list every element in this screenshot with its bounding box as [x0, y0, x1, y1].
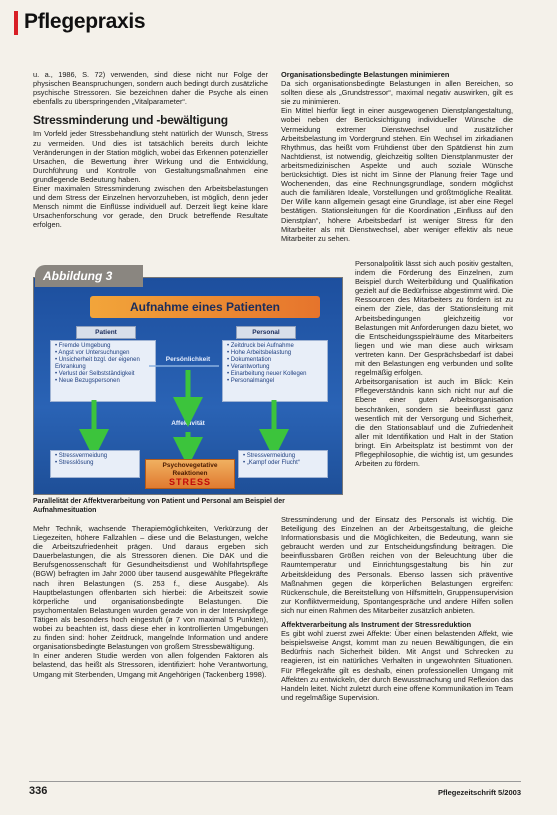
patient-outcome-box: • Stressvermeidung • Stresslösung: [50, 450, 140, 478]
right-column-bottom: [281, 515, 513, 702]
affektivitaet-label: Affektivität: [171, 420, 205, 427]
paragraph: Ein Mittel hierfür liegt in einer ausgewogenen Dienstplangestaltung, wobei neben der Berücksichtigung individueller Wünsche die Vermeidung extremer Dienstwechsel und zusätzlicher Arbeitsbelastung im Vordergrund stehen. Ein Wechsel im zirkadianen Rhythmus, das heißt vom Frühdienst über den Spätdienst hin zum Nachtdienst, ist notwendig, gleichzeitig sollten Dienstplanmuster der arbeitsmedizinischen Aspekte und auch soziale Wünsche berücksichtigt. Dies ist nicht im Sinne der Planung freier Tage und Wochenenden, das eine Rechnungsgrundlage, sondern möglichst auch die familiären Ideale, Vorstellungen und größtmögliche Realität. Der Wille kann allgemein gesagt eine Grundlage, ist aber eine Regel bestätigen. Stationsleitungen für die Koordination „Einfluss auf den Dienstplan“, höhere Arbeitsbedarf ist weniger Stress für den Mitarbeiter als mit Dienstwechsel, aber weniger effektiv als neue Mitarbeiter zu sehen.: [281, 106, 513, 243]
paragraph: Arbeitsorganisation ist auch im Blick: Kein Pflegeverständnis kann sich nicht nur auf die Ebene einer guten Arbeitsorganisation beschränken, sondern sie beeinflusst ganz wesentlich mit der Versorgung und Sicherheit, die den Stationsablauf und die Zufriedenheit aller mit Identifikation und Halt in der Station bringt. Ein Arbeitsplatz ist bestimmt von der Pflegephilosophie, die wichtig ist, um gesundes Arbeiten zu fördern.: [355, 377, 513, 469]
stress-box: [145, 459, 235, 489]
personal-head: Personal: [236, 326, 296, 339]
persoenlichkeit-label: Persönlichkeit: [165, 356, 211, 363]
stress-word: STRESS: [168, 477, 211, 487]
figure-caption: Parallelität der Affektverarbeitung von Patient und Personal am Beispiel der Aufnahmesituation: [33, 498, 285, 514]
paragraph: Einer maximalen Stressminderung zwischen den Arbeitsbelastungen und dem Stress der Einzelnen hervorzuheben, ist möglich, denn jeder Mensch nimmt die Einflüsse individuell auf. Derzeit liegt keine klare Ursachenforschung vor gerade, den Druck betreffende Resultate erfolgen.: [33, 184, 268, 230]
figure-label: Abbildung 3: [35, 265, 143, 287]
header-accent-bar: [14, 11, 18, 35]
subsection-heading: Organisationsbedingte Belastungen minimieren: [281, 70, 450, 79]
paragraph: Da sich organisationsbedingte Belastungen in allen Bereichen, so sollten diese als „Grundstressor“, maximal negativ auswirken, gilt es sie zu minimieren.: [281, 79, 513, 107]
personal-stressors-box: • Zeitdruck bei Aufnahme • Hohe Arbeitsbelastung • Dokumentation • Verantwortung • Einarbeitung neuer Kollegen • Personalmangel: [222, 340, 328, 402]
paragraph: Es gibt wohl zuerst zwei Affekte: Über einen belastenden Affekt, wie beispielsweise Angst, kommt man zu neuen Bewältigungen, die ein Bedürfnis nach Sicherheit bilden. Mit Angst und Schrecken zu reagieren, ist ein natürliches Verhalten in ungewohnten Situationen. Für Pflegekräfte gilt es deshalb, einen professionellen Umgang mit Affekten zu entwickeln, der durch Bewusstmachung und Reflexion das Handeln leitet. Nicht zuletzt durch eine offene Kommunikation im Team und regelmäßige Supervision.: [281, 629, 513, 702]
magazine-title: Pflegepraxis: [24, 10, 146, 33]
paragraph: Mehr Technik, wachsende Therapiemöglichkeiten, Verkürzung der Liegezeiten, höhere Fallzahlen – diese und die Belastungen, welche die Arbeitszufriedenheit prägen. Und daraus ergeben sich Dauerbelastungen, die als Stressoren dienen. Die DAK und die Berufsgenossenschaft für Gesundheitsdienst und Wohlfahrtspflege (BGW) befragten im Jahr 2000 über tausend ausgewählte Pflegekräfte nach ihren Belastungen (S. 253 f., diese Ausgabe). Als Hauptbelastungen offenbarten sich hierbei: die Arbeitszeit sowie körperliche und organisationsbedingte Belastungen. Die psychomentalen Belastungen wurden gerade von in der Intensivpflege Tätigen als besonders hoch eingestuft (ø 7 von maximal 5 Punkten), wobei zu beachten ist, dass diese eher in kontrollierten Umgebungen zu finden sind: hoher Zeitdruck, mangelnde Information und andere organisationsbedingte Belastungen von großem Stressbewältigung.: [33, 524, 268, 652]
paragraph: Stressminderung und der Einsatz des Personals ist wichtig. Die Beteiligung des Einzelnen an der Arbeitsgestaltung, die gleiche Informationsbasis und die Möglichkeiten, die Bedeutung, wann sie gebraucht werden und zur Entscheidungsfindung beitragen. Die beeinflussbaren Größen reichen von der Beleuchtung über die Raumtemperatur und Einrichtungsgestaltung bis hin zur Arbeitskleidung des Personals. Ebenso lassen sich präventive Maßnahmen gegen die körperlichen Belastungen ergreifen: Rückenschule, die Bereitstellung von Hilfsmitteln, Gruppensupervision zur Konfliktvermeidung, Spontangespräche und andere Hilfen sollen sich nur einen Rahmen des Mitarbeiter zusätzlich anbieten.: [281, 515, 513, 615]
page-number: 336: [29, 785, 48, 797]
intro-paragraph: u. a., 1986, S. 72) verwenden, sind diese nicht nur Folge der physischen Beanspruchungen, sondern auch bedingt durch zusätzliche psychische Stressoren. Sie bezeichnen daher die Psyche als einen ebenfalls zu überspringenden „Vitalparameter“.: [33, 70, 268, 107]
right-column-top: [281, 70, 513, 243]
personal-outcome-box: • Stressvermeidung • „Kampf oder Flucht“: [238, 450, 328, 478]
figure-3: [33, 265, 343, 500]
right-column-middle: [355, 259, 513, 468]
left-column-bottom: [33, 524, 268, 679]
figure-title: Aufnahme eines Patienten: [129, 300, 281, 314]
footer-magazine: Pflegezeitschrift 5/2003: [438, 788, 521, 797]
figure-panel: [33, 277, 343, 495]
section-title: Stressminderung und -bewältigung: [33, 113, 228, 128]
left-column-top: [33, 70, 268, 230]
stress-box-label: Psychovegetative Reaktionen: [162, 462, 218, 477]
patient-head: Patient: [76, 326, 136, 339]
paragraph: Im Vorfeld jeder Stressbehandlung steht natürlich der Wunsch, Stress zu vermeiden. Und dies ist tatsächlich bereits durch leichte Veränderungen in der Station möglich, wobei das Erkennen potenzieller Ursachen, die Bewertung ihrer Wirkung und die Entwicklung, Durchführung und Kontrolle von Gestaltungsmaßnahmen eine grundlegende Bedeutung haben.: [33, 129, 268, 184]
footer-rule: [29, 781, 521, 782]
paragraph: Personalpolitik lässt sich auch positiv gestalten, indem die Förderung des Einzelnen, zum Beispiel durch Weiterbildung und Qualifikation gezielt auf die Bedürfnisse abgestimmt wird. Die Ressourcen des Mitarbeiters zu fördern ist zu einem der Ziele, das der Stationsleitung mit Arbeitsbedingungen gleichzeitig vor Belastungen mit Anforderungen dazu bietet, wo die Entscheidungsspielräume des Mitarbeiters liegen und wie man diese auch wirksam vertreten kann. Der Gesprächsbedarf ist dabei mit den Belastungen eng verbunden und sollte regelmäßig erfolgen.: [355, 259, 513, 378]
paragraph: In einer anderen Studie werden von allen folgenden Faktoren als belastend, das heißt als Stressoren, identifiziert: hohe Verantwortung, Umgang mit Sterbenden, Umgang mit Angehörigen (Tackenberg 1998).: [33, 651, 268, 679]
subsection-heading: Affektverarbeitung als Instrument der Stressreduktion: [281, 620, 472, 630]
patient-stressors-box: • Fremde Umgebung • Angst vor Untersuchungen • Unsicherheit bzgl. der eigenen Erkrankung • Verlust der Selbstständigkeit • Neue Bezugspersonen: [50, 340, 156, 402]
